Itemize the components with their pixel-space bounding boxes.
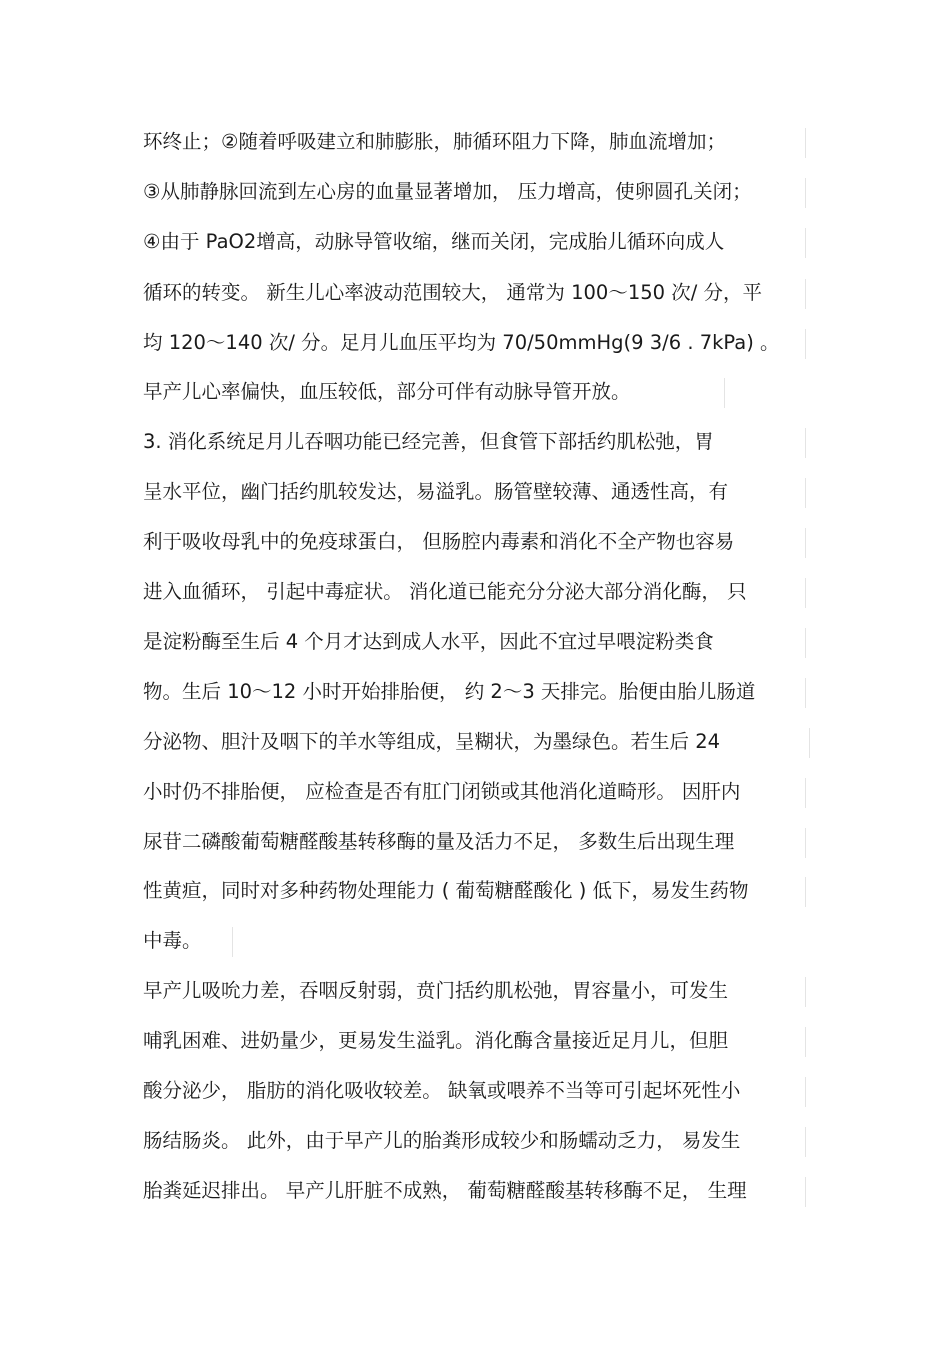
text-line-11: 是淀粉酶至生后 4 个月才达到成人水平，因此不宜过早喂淀粉类食 xyxy=(143,630,714,653)
line-edge-marker xyxy=(805,628,806,658)
text-line-19: 哺乳困难、进奶量少，更易发生溢乳。消化酶含量接近足月儿，但胆 xyxy=(143,1029,729,1052)
text-line-10: 进入血循环， 引起中毒症状。 消化道已能充分分泌大部分消化酶， 只 xyxy=(143,580,747,603)
line-edge-marker xyxy=(805,977,806,1007)
line-edge-marker xyxy=(809,728,810,758)
line-edge-marker xyxy=(805,1027,806,1057)
line-edge-marker xyxy=(805,678,806,708)
line-edge-marker xyxy=(724,378,725,408)
text-line-4: 循环的转变。 新生儿心率波动范围较大， 通常为 100～150 次/ 分，平 xyxy=(143,281,763,304)
text-line-22: 胎粪延迟排出。 早产儿肝脏不成熟， 葡萄糖醛酸基转移酶不足， 生理 xyxy=(143,1179,747,1202)
text-line-13: 分泌物、胆汁及咽下的羊水等组成，呈糊状，为墨绿色。若生后 24 xyxy=(143,730,721,753)
text-line-17: 中毒。 xyxy=(143,929,202,952)
text-line-9: 利于吸收母乳中的免疫球蛋白， 但肠腔内毒素和消化不全产物也容易 xyxy=(143,530,735,553)
line-edge-marker xyxy=(805,778,806,808)
line-edge-marker xyxy=(805,828,806,858)
text-line-21: 肠结肠炎。 此外，由于早产儿的胎粪形成较少和肠蠕动乏力， 易发生 xyxy=(143,1129,741,1152)
line-edge-marker xyxy=(805,178,806,208)
line-edge-marker xyxy=(232,927,233,957)
line-edge-marker xyxy=(805,528,806,558)
line-edge-marker xyxy=(805,128,806,158)
text-line-7: 3. 消化系统足月儿吞咽功能已经完善，但食管下部括约肌松弛，胃 xyxy=(143,430,714,453)
line-edge-marker xyxy=(805,1127,806,1157)
line-edge-marker xyxy=(805,1077,806,1107)
line-edge-marker xyxy=(805,478,806,508)
text-line-2: ③从肺静脉回流到左心房的血量显著增加， 压力增高，使卵圆孔关闭； xyxy=(143,180,752,203)
line-edge-marker xyxy=(805,228,806,258)
text-line-6: 早产儿心率偏快，血压较低，部分可伴有动脉导管开放。 xyxy=(143,380,631,403)
text-line-3: ④由于 PaO2增高，动脉导管收缩，继而关闭，完成胎儿循环向成人 xyxy=(143,230,725,253)
text-line-8: 呈水平位，幽门括约肌较发达，易溢乳。肠管壁较薄、通透性高，有 xyxy=(143,480,729,503)
text-line-16: 性黄疸，同时对多种药物处理能力 ( 葡萄糖醛酸化 ) 低下，易发生药物 xyxy=(143,879,749,902)
line-edge-marker xyxy=(805,877,806,907)
text-line-5: 均 120～140 次/ 分。足月儿血压平均为 70/50mmHg(9 3/6 . 7kPa) 。 xyxy=(143,331,780,354)
line-edge-marker xyxy=(805,329,806,359)
text-line-20: 酸分泌少， 脂肪的消化吸收较差。 缺氧或喂养不当等可引起坏死性小 xyxy=(143,1079,741,1102)
line-edge-marker xyxy=(805,428,806,458)
text-line-12: 物。生后 10～12 小时开始排胎便， 约 2～3 天排完。胎便由胎儿肠道 xyxy=(143,680,756,703)
text-line-15: 尿苷二磷酸葡萄糖醛酸基转移酶的量及活力不足， 多数生后出现生理 xyxy=(143,830,735,853)
line-edge-marker xyxy=(805,279,806,309)
text-line-1: 环终止；②随着呼吸建立和肺膨胀，肺循环阻力下降，肺血流增加； xyxy=(143,130,726,153)
line-edge-marker xyxy=(805,1177,806,1207)
text-line-18: 早产儿吸吮力差，吞咽反射弱，贲门括约肌松弛，胃容量小，可发生 xyxy=(143,979,729,1002)
text-line-14: 小时仍不排胎便， 应检查是否有肛门闭锁或其他消化道畸形。 因肝内 xyxy=(143,780,741,803)
line-edge-marker xyxy=(805,578,806,608)
